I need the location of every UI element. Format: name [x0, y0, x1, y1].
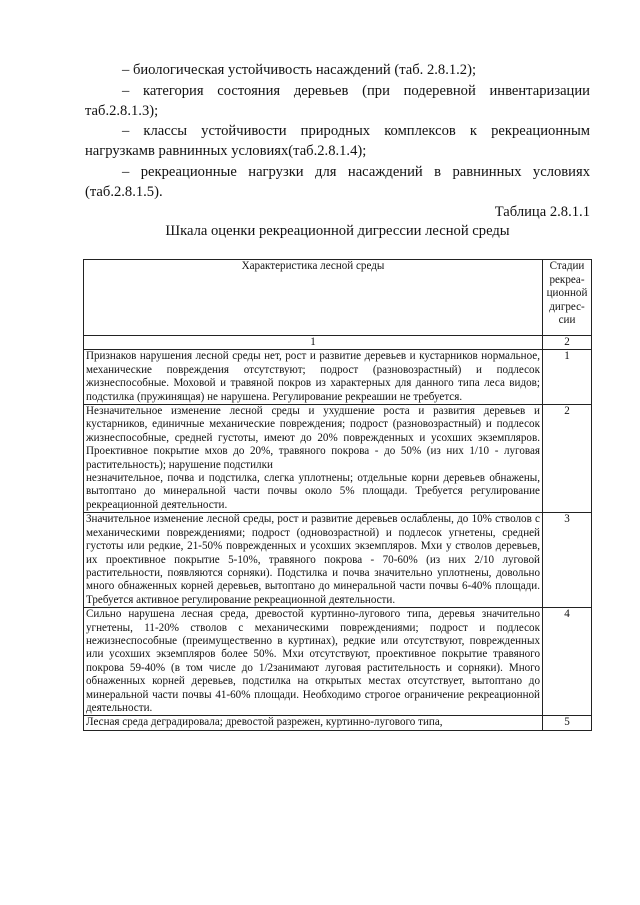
row-description: Признаков нарушения лесной среды нет, рост и развитие деревьев и кустарников нормальное, механические повреждения отсутствуют; подрост (разновозрастный) и подлесок жизнеспособные. Моховой и травяной покров из характерных для данного типа леса видов; подстилка (пружинящая) не нарушена. Регулирование рекреашии не требуется. [84, 350, 543, 405]
intro-item-3: – классы устойчивости природных комплексов к рекреационным нагрузкамв равнинных условиях(таб.2.8.1.4); [85, 123, 590, 159]
table-row [84, 608, 592, 716]
table-row [84, 716, 592, 730]
row-stage: 2 [543, 405, 592, 513]
row-description [84, 405, 543, 513]
header-stage: Стадии рекреа-ционной дигрес-сии [543, 260, 592, 336]
row-stage: 1 [543, 350, 592, 405]
row-stage: 3 [543, 513, 592, 608]
table-label: Таблица 2.8.1.1 [494, 204, 590, 220]
intro-item-2: – категория состояния деревьев (при подеревной инвентаризации таб.2.8.1.3); [85, 83, 590, 119]
row-description: Значительное изменение лесной среды, рост и развитие деревьев ослаблены, до 10% стволов с механическими повреждениями; подрост (одновозрастной) и подлесок угнетены, средней густоты или редкие, 21-50% поврежденных и усохших экземпляров. Мхи у стволов деревьев, их проективное покрытие 5-10%, травяного покрова - 70-60% (из них 2/10 луговой растительности, появляются сорняки). Подстилка и почва значительно уплотнены, довольно много обнаженных корней деревьев, вытоптано до минеральной части почвы 6-40% площади. Требуется активное регулирование рекреационной деятельности. [84, 513, 543, 608]
row-description-part-1: Незначительное изменение лесной среды и ухудшение роста и развития деревьев и кустарников, единичные механические повреждения; подрост (разновозрастный) и подлесок жизнеспособные, средней густоты, имеют до 20% поврежденных и усохших экземпляров. Проективное покрытие мхов до 20%, травяного покрова - до 50% (из них 1/10 - луговая растительность); нарушение подстилки [86, 405, 540, 471]
row-stage: 4 [543, 608, 592, 716]
numbering-col-2: 2 [543, 336, 592, 350]
header-characteristic: Характеристика лесной среды [84, 260, 543, 336]
table-numbering-row [84, 336, 592, 350]
table-row [84, 405, 592, 513]
row-description-part-2: незначительное, почва и подстилка, слегка уплотнены; отдельные корни деревьев обнажены, вытоптано до минеральной части почвы около 5% площади. Требуется регулирование рекреационной деятельности. [86, 472, 540, 511]
row-description: Сильно нарушена лесная среда, древостой куртинно-лугового типа, деревья значительно угнетены, 11-20% стволов с механическими повреждениями; подрост и подлесок нежизнеспособные (преимущественно в куртинах), редкие или отсутствуют, поврежденных или усохших экземпляров более 50%. Мхи отсутствуют, проективное покрытие травяного покрова 59-40% (в том числе до 1/2занимают луговая растительность и сорняки). Много обнаженных корней деревьев, подстилка на открытых местах отсутствует, вытоптано до минеральной части почвы 41-60% площади. Необходимо строгое ограничение рекреационной деятельности. [84, 608, 543, 716]
row-stage: 5 [543, 716, 592, 730]
table-title: Шкала оценки рекреационной дигрессии лесной среды [165, 223, 510, 239]
intro-item-1: – биологическая устойчивость насаждений (таб. 2.8.1.2); [122, 62, 476, 78]
row-description: Лесная среда деградировала; древостой разрежен, куртинно-лугового типа, [84, 716, 543, 730]
table-row [84, 513, 592, 608]
table-header-row [84, 260, 592, 336]
digression-scale-table [83, 259, 592, 731]
table-row [84, 350, 592, 405]
numbering-col-1: 1 [84, 336, 543, 350]
intro-item-4: – рекреационные нагрузки для насаждений в равнинных условиях (таб.2.8.1.5). [85, 164, 590, 200]
